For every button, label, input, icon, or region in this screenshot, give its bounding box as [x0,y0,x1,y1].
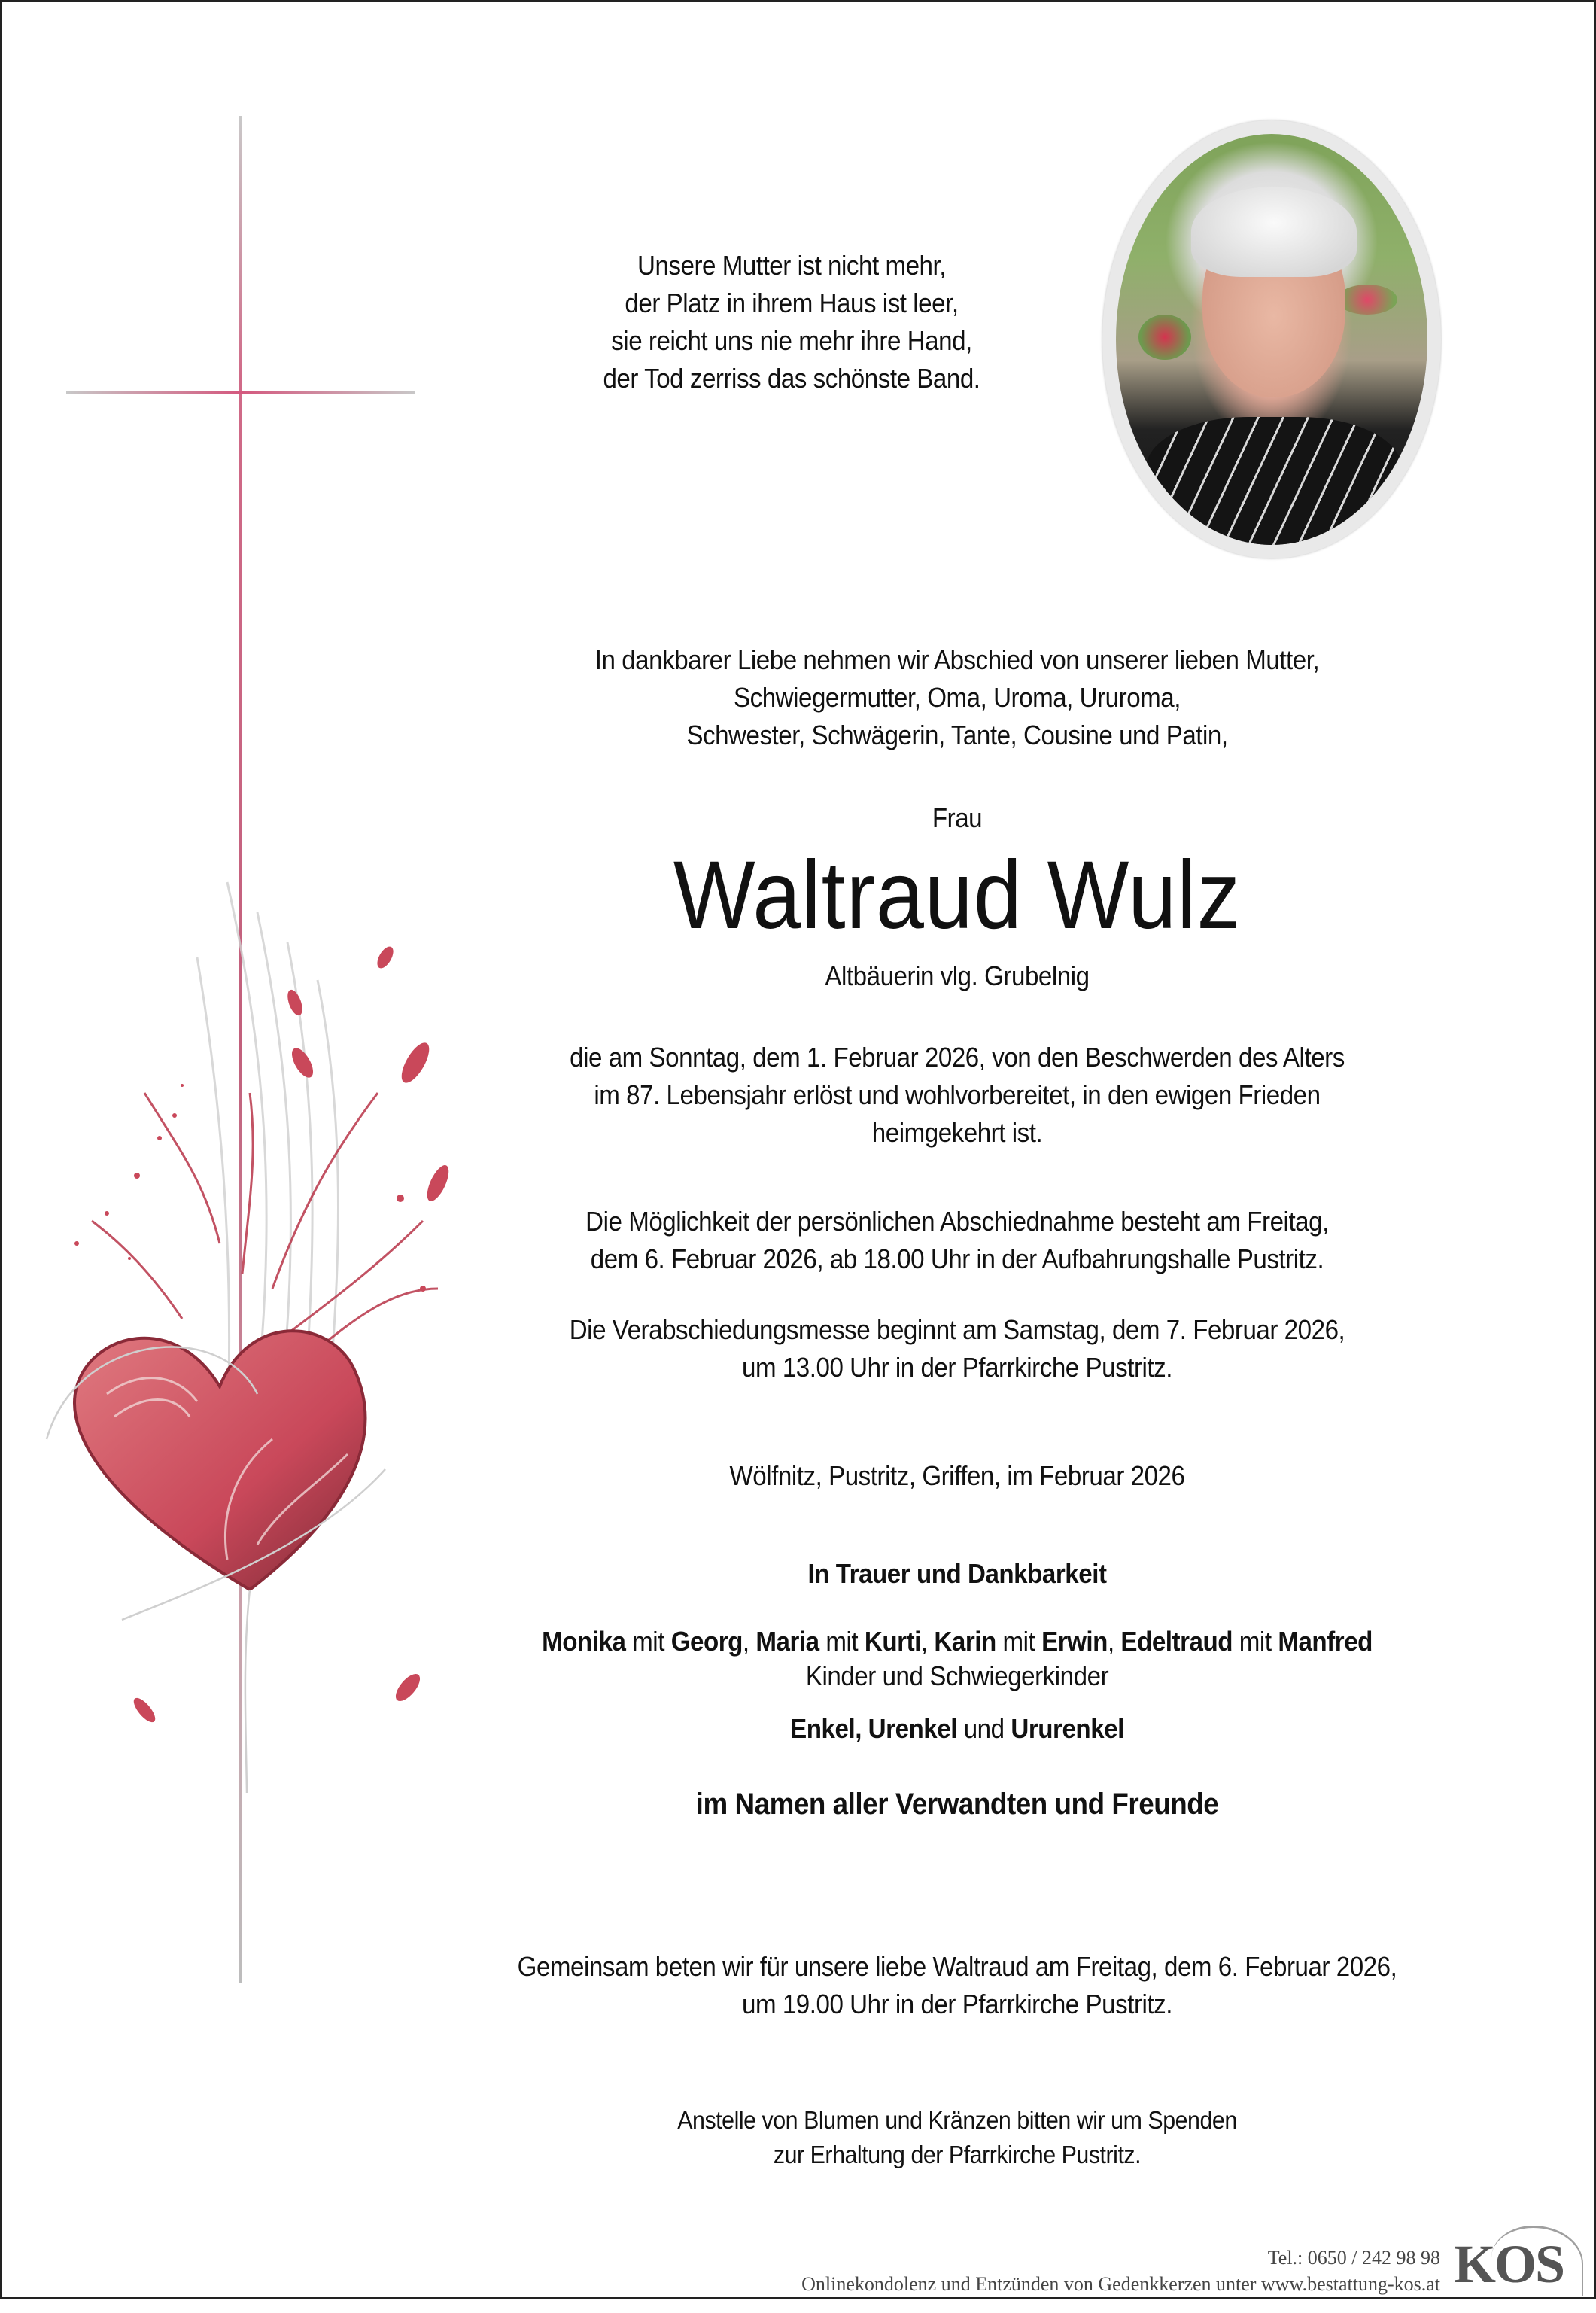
child-name: Monika [542,1626,626,1657]
mass-info [466,1311,1449,1386]
portrait-photo [1116,134,1427,545]
deceased-title: Altbäuerin vlg. Grubelnig [825,960,1090,991]
death-notice-line: die am Sonntag, dem 1. Februar 2026, von den Beschwerden des Alters [570,1042,1345,1073]
death-notice [466,1039,1449,1152]
grandchildren-a: Enkel, Urenkel [790,1713,957,1744]
mass-line: Die Verabschiedungsmesse beginnt am Samstag, dem 7. Februar 2026, [569,1314,1345,1345]
intro-text [466,641,1449,754]
grandchildren-b: Ururenkel [1011,1713,1124,1744]
donation-line: Anstelle von Blumen und Kränzen bitten wir um Spenden [677,2106,1237,2134]
mourners-closing: im Namen aller Verwandten und Freunde [695,1788,1219,1821]
cross-crossbar [66,391,415,394]
viewing-line: dem 6. Februar 2026, ab 18.00 Uhr in der Aufbahrungshalle Pustritz. [590,1243,1324,1274]
poem-line: der Platz in ihrem Haus ist leer, [625,288,959,318]
deceased-name: Waltraud Wulz [673,842,1242,949]
connector: mit [1002,1626,1035,1657]
place-date: Wölfnitz, Pustritz, Griffen, im Februar 2026 [729,1460,1185,1491]
viewing-info [466,1203,1449,1278]
death-notice-line: heimgekehrt ist. [871,1117,1043,1148]
children-label: Kinder und Schwiegerkinder [805,1660,1109,1691]
child-name: Maria [755,1626,819,1657]
intro-line: In dankbarer Liebe nehmen wir Abschied von unserer lieben Mutter, [594,644,1320,675]
connector: mit [825,1626,859,1657]
child-name: Edeltraud [1120,1626,1233,1657]
kos-logo: KOS [1454,2234,1564,2294]
prayer-line: um 19.00 Uhr in der Pfarrkirche Pustritz. [741,1989,1172,2019]
salutation: Frau [932,802,983,833]
intro-line: Schwiegermutter, Oma, Uroma, Ururoma, [733,682,1181,713]
prayer-info [466,1948,1449,2023]
prayer-line: Gemeinsam beten wir für unsere liebe Waltraud am Freitag, dem 6. Februar 2026, [517,1951,1397,1982]
poem-line: Unsere Mutter ist nicht mehr, [637,250,947,281]
footer-phone: Tel.: 0650 / 242 98 98 [1267,2247,1440,2269]
partner-name: Manfred [1278,1626,1373,1657]
connector: und [963,1713,1005,1744]
mass-line: um 13.00 Uhr in der Pfarrkirche Pustritz. [741,1352,1172,1383]
poem-line: der Tod zerriss das schönste Band. [603,363,980,394]
children-list: Monika mit Georg, Maria mit Kurti, Karin mit Erwin, Edeltraud mit Manfred [542,1626,1373,1657]
child-name: Karin [934,1626,996,1657]
viewing-line: Die Möglichkeit der persönlichen Abschiednahme besteht am Freitag, [585,1206,1329,1237]
donation-info [466,2103,1449,2172]
partner-name: Georg [670,1626,743,1657]
heart-illustration [32,867,468,1846]
partner-name: Kurti [864,1626,921,1657]
connector: mit [1239,1626,1272,1657]
intro-line: Schwester, Schwägerin, Tante, Cousine und Patin, [686,720,1228,750]
portrait-frame [1102,120,1441,558]
death-notice-line: im 87. Lebensjahr erlöst und wohlvorbereitet, in den ewigen Frieden [594,1079,1321,1110]
donation-line: zur Erhaltung der Pfarrkirche Pustritz. [773,2141,1142,2168]
partner-name: Erwin [1041,1626,1108,1657]
poem-line: sie reicht uns nie mehr ihre Hand, [611,325,972,356]
poem [549,247,1034,397]
footer-online-link[interactable]: Onlinekondolenz und Entzünden von Gedenkkerzen unter www.bestattung-kos.at [801,2273,1440,2295]
mourners-heading: In Trauer und Dankbarkeit [807,1558,1107,1589]
grandchildren [466,1710,1449,1748]
connector: mit [632,1626,664,1657]
